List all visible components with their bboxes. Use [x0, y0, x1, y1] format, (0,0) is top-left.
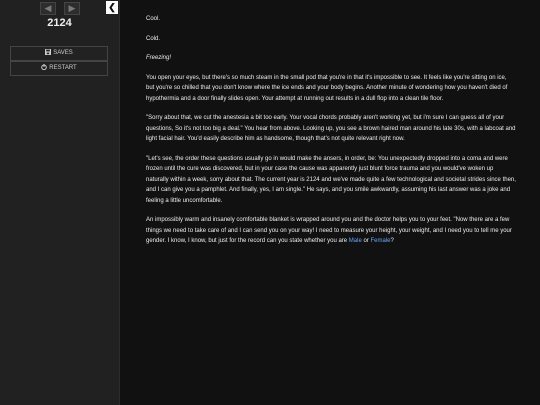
or-text: or: [361, 238, 371, 244]
passage: [146, 14, 516, 256]
saves-button[interactable]: [10, 46, 108, 61]
history-forward-button[interactable]: [64, 2, 80, 15]
passage-paragraph: "Sorry about that, we cut the anestesia a bit too early. Your vocal chords probably aren't working yet, but i'm sure I can guess all of your questions, So it's not too big a deal." You hear from above. Looking up, you see a brown haired man around his late 30s, with a labcoat and light facial hair. You'd easily describe him as handsome, though that's not quite relevant right now.: [146, 115, 516, 142]
passage-paragraph: Cool.: [146, 16, 161, 22]
passage-paragraph: "Let's see, the order these questions usually go in would make the ansers, in order, be: You unexpectedly dropped into a coma and were frozen until the cure was discovered, but in your case the cause was apparently just blunt force trauma and you would've woken up naturally within a week, sorry about that. The current year is 2124 and we've made quite a few technological and societal strides since then, and I can give you a pamphlet. And finally, yes, I am single." He says, and you smile awkwardly, assuming his last answer was a joke and feeling a little uncomfortable.: [146, 155, 516, 204]
question-mark-text: ?: [390, 238, 394, 244]
forward-arrow-icon: ▶: [68, 3, 76, 13]
passage-paragraph: [146, 53, 516, 64]
history-back-button[interactable]: [40, 2, 56, 15]
restart-label: RESTART: [49, 65, 77, 71]
chevron-left-icon: ❮: [108, 2, 116, 12]
passage-paragraph: Cold.: [146, 35, 161, 42]
female-link[interactable]: Female: [370, 238, 391, 244]
sidebar-hide-button[interactable]: [106, 1, 118, 14]
restart-button[interactable]: [10, 61, 108, 76]
emphasis-text: Freezing!: [146, 55, 172, 61]
power-icon: [41, 64, 47, 70]
choice-prompt-text: An impossibly warm and insanely comfortable blanket is wrapped around you and the doctor helps you to your feet. "Now there are a few things we need to take care of and I can send you on your way! I need to measure your height, your weight, and I need you to tell me your gender. I know, I know, but just for the record can you state whether you are: [146, 217, 512, 244]
back-arrow-icon: ◀: [44, 3, 52, 13]
story-title: 2124: [47, 17, 72, 29]
passage-paragraph-choice: [146, 215, 516, 247]
saves-label: SAVES: [53, 50, 73, 56]
floppy-disk-icon: [45, 49, 51, 55]
sidebar: [0, 0, 120, 405]
passage-paragraph: You open your eyes, but there's so much steam in the small pod that you're in that it's impossible to see. It feels like you're sitting on ice, but you're so chilled that you don't know where the ice ends and your body begins. Another minute of wondering how you haven't died of hypothermia and a door finally slides open. Your attempt at running out results in a dull flop into a clean tile floor.: [146, 74, 508, 102]
male-link[interactable]: Male: [348, 238, 362, 244]
